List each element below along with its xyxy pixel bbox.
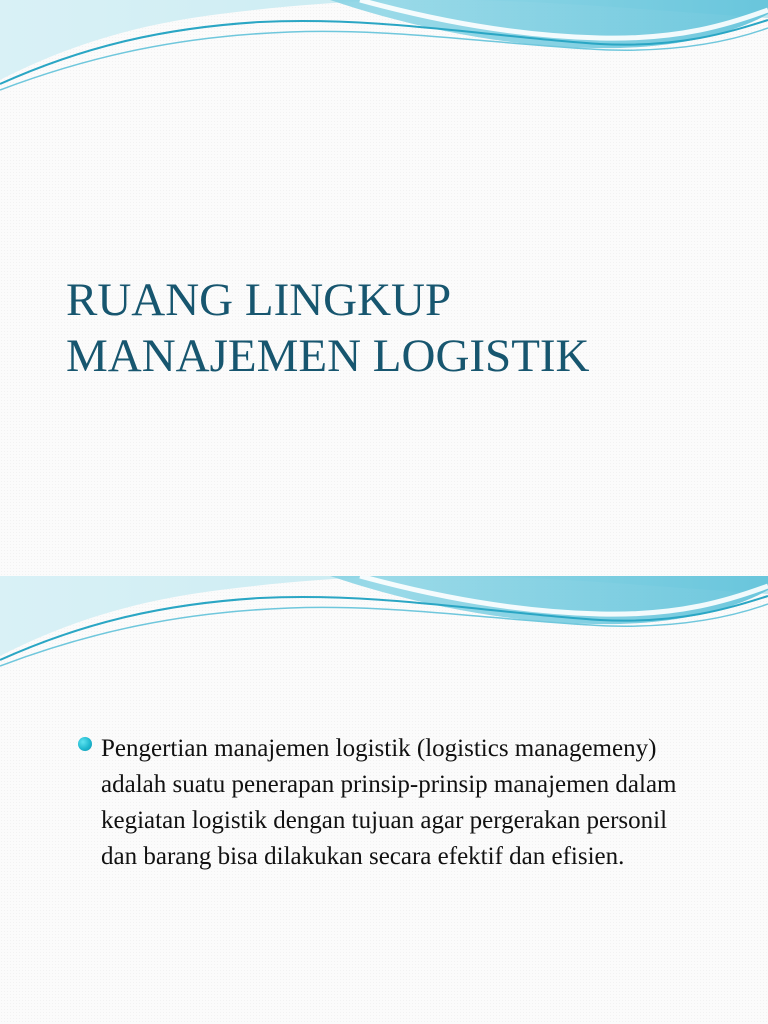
title-line-2: MANAJEMEN LOGISTIK	[66, 330, 590, 382]
bullet-item	[78, 731, 698, 875]
bullet-text: Pengertian manajemen logistik (logistics managemeny) adalah suatu penerapan prinsip-prinsip manajemen dalam kegiatan logistik dengan tujuan agar pergerakan personil dan barang bisa dilakukan secara efektif dan efisien.	[101, 735, 677, 870]
wave-banner	[0, 576, 768, 676]
slide-2	[0, 576, 768, 1024]
slide-title	[66, 272, 590, 384]
title-line-1: RUANG LINGKUP	[66, 274, 452, 326]
wave-banner	[0, 0, 768, 100]
bullet-dot-icon	[78, 737, 92, 751]
